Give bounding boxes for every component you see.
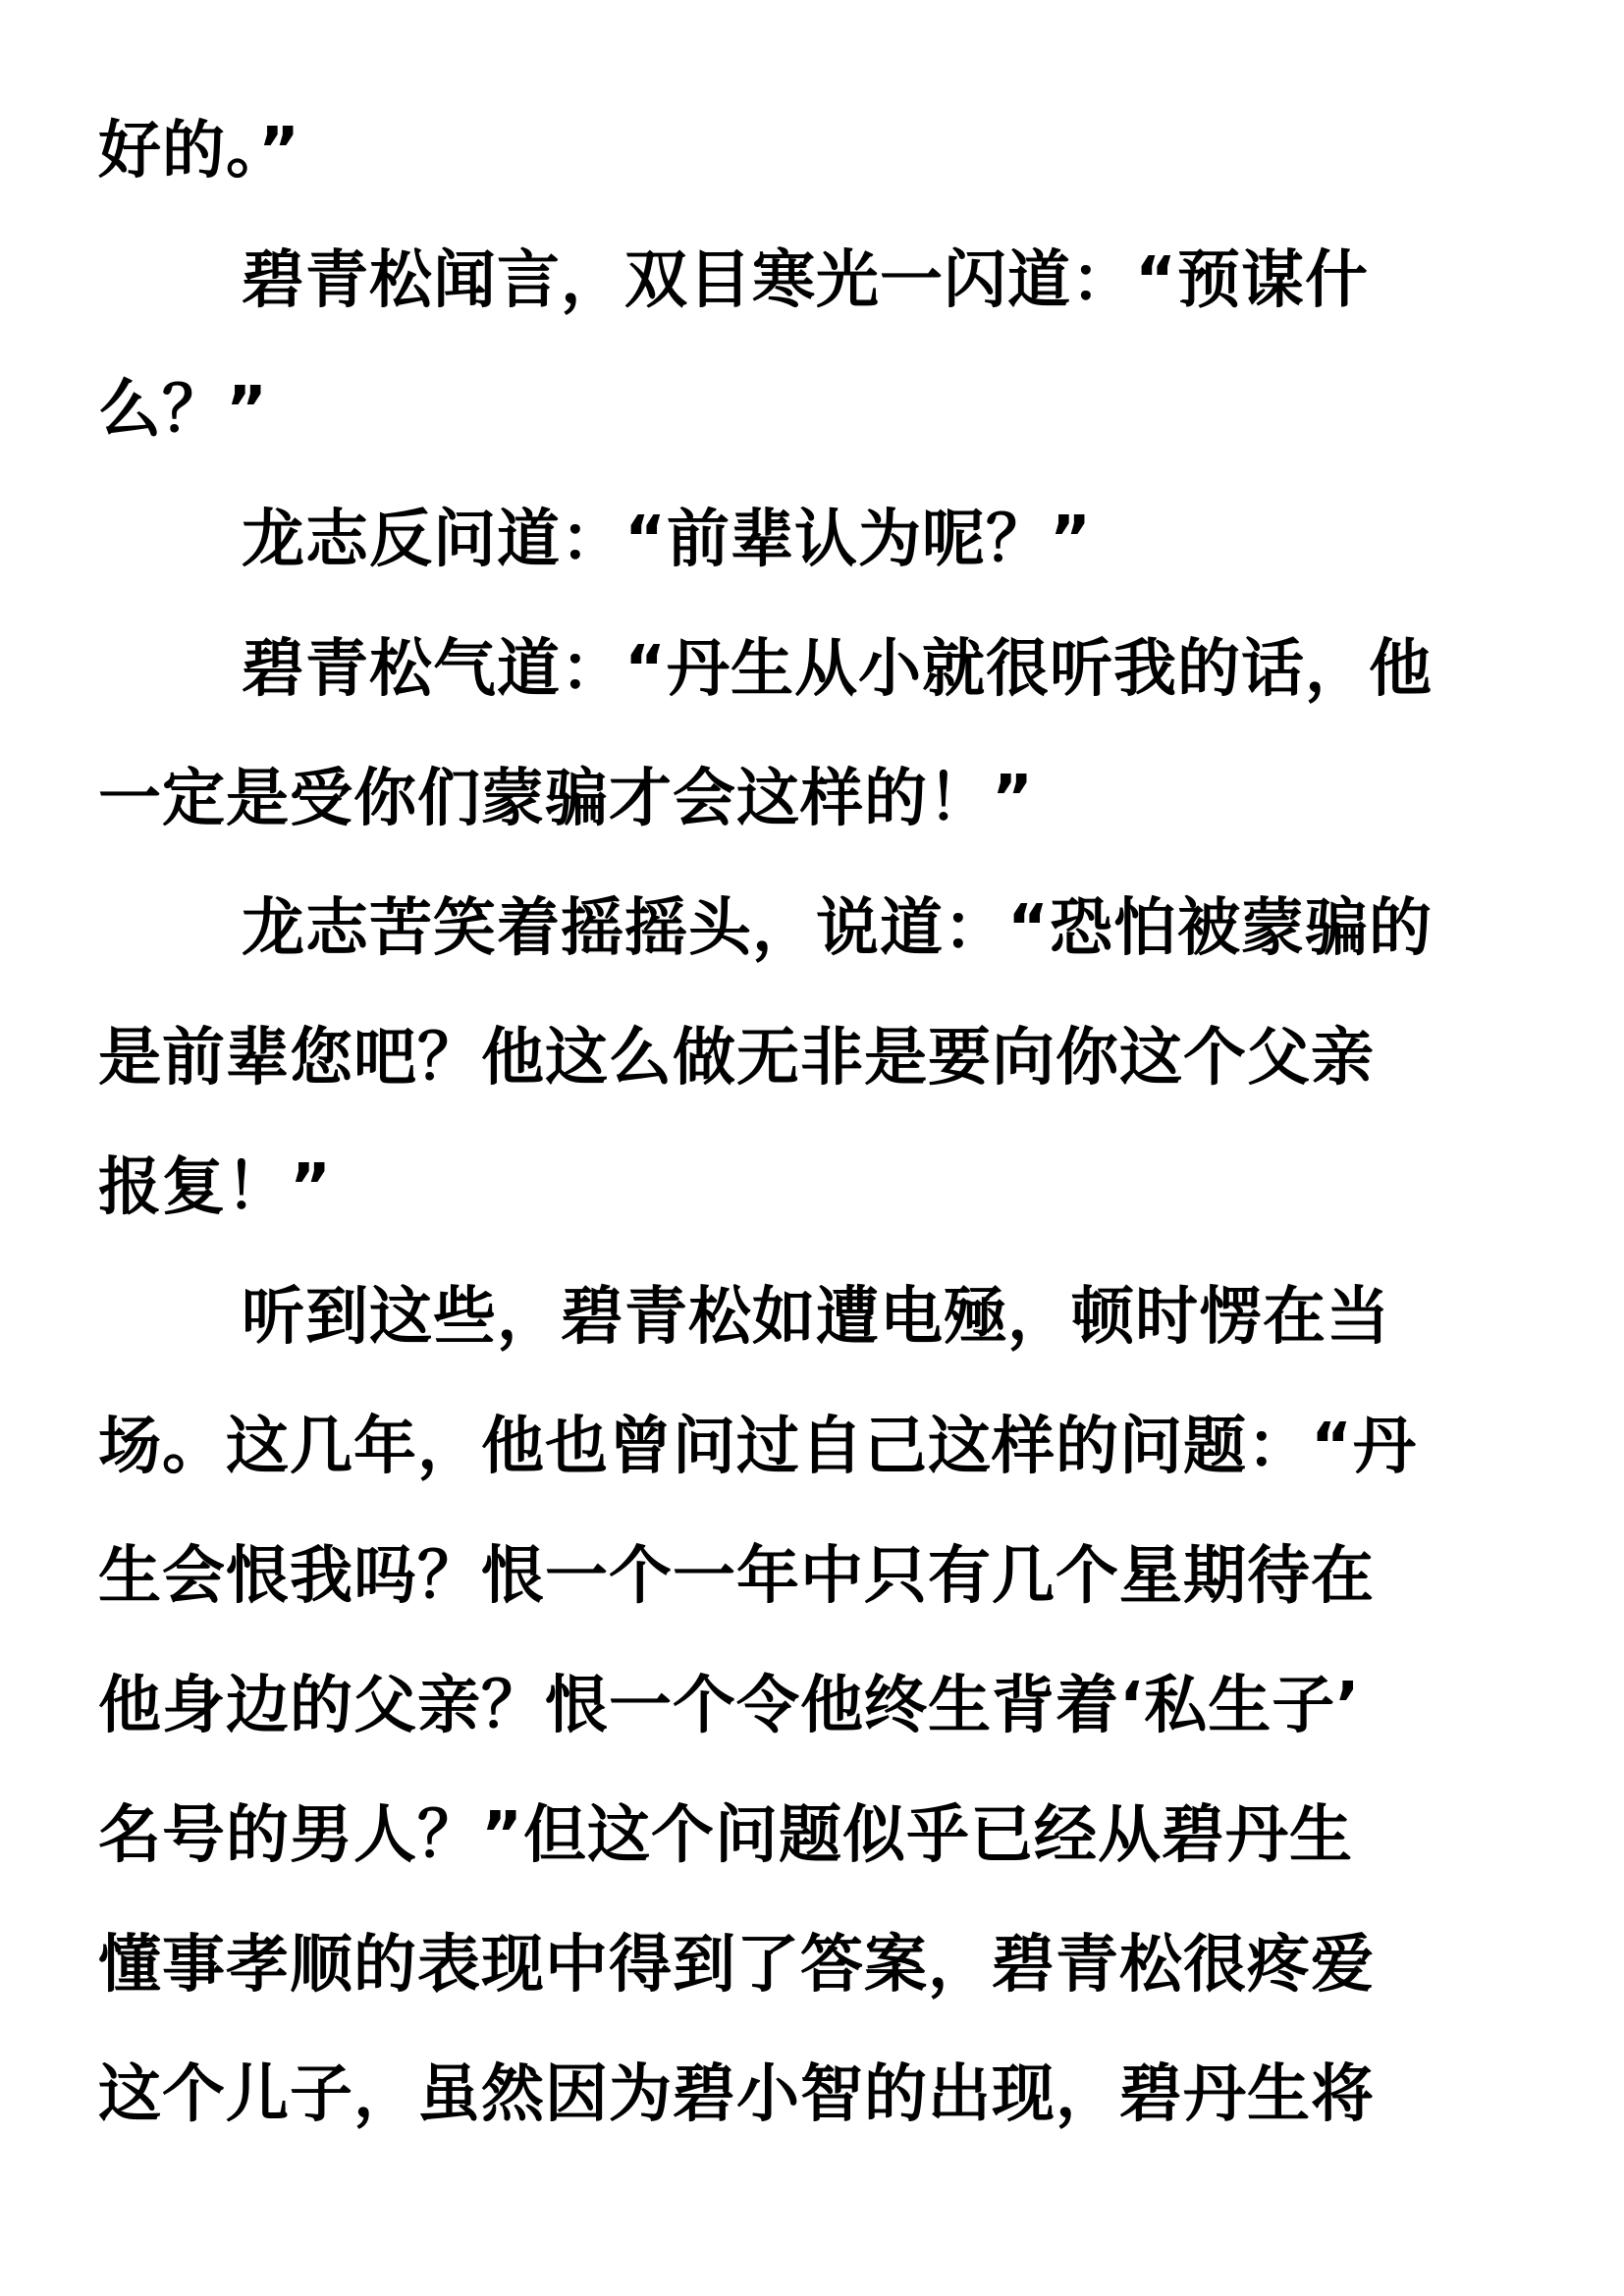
text-line: 听到这些，碧青松如遭电殛，顿时愣在当 (242, 1281, 1390, 1354)
text-line: 么？” (98, 374, 269, 447)
text-line: 一定是受你们蒙骗才会这样的！” (98, 763, 1035, 835)
text-line: 这个儿子，虽然因为碧小智的出现，碧丹生将 (98, 2058, 1375, 2131)
text-line: 懂事孝顺的表现中得到了答案，碧青松很疼爱 (98, 1929, 1375, 2002)
text-line: 生会恨我吗？恨一个一年中只有几个星期待在 (98, 1540, 1375, 1613)
text-line: 名号的男人？”但这个问题似乎已经从碧丹生 (98, 1799, 1354, 1872)
text-line: 龙志反问道：“前辈认为呢？” (242, 504, 1093, 576)
text-line: 报复！” (98, 1151, 333, 1224)
body-text (98, 86, 1532, 2160)
text-line: 好的。” (98, 115, 301, 187)
text-line: 是前辈您吧？他这么做无非是要向你这个父亲 (98, 1022, 1375, 1095)
text-line: 场。这几年，他也曾问过自己这样的问题：“丹 (98, 1411, 1418, 1483)
text-line: 碧青松气道：“丹生从小就很听我的话，他 (242, 633, 1434, 706)
text-line: 他身边的父亲？恨一个令他终生背着‘私生子’ (98, 1670, 1361, 1742)
text-line: 龙志苦笑着摇摇头，说道：“恐怕被蒙骗的 (242, 892, 1434, 965)
text-line: 碧青松闻言，双目寒光一闪道：“预谋什 (242, 244, 1370, 317)
